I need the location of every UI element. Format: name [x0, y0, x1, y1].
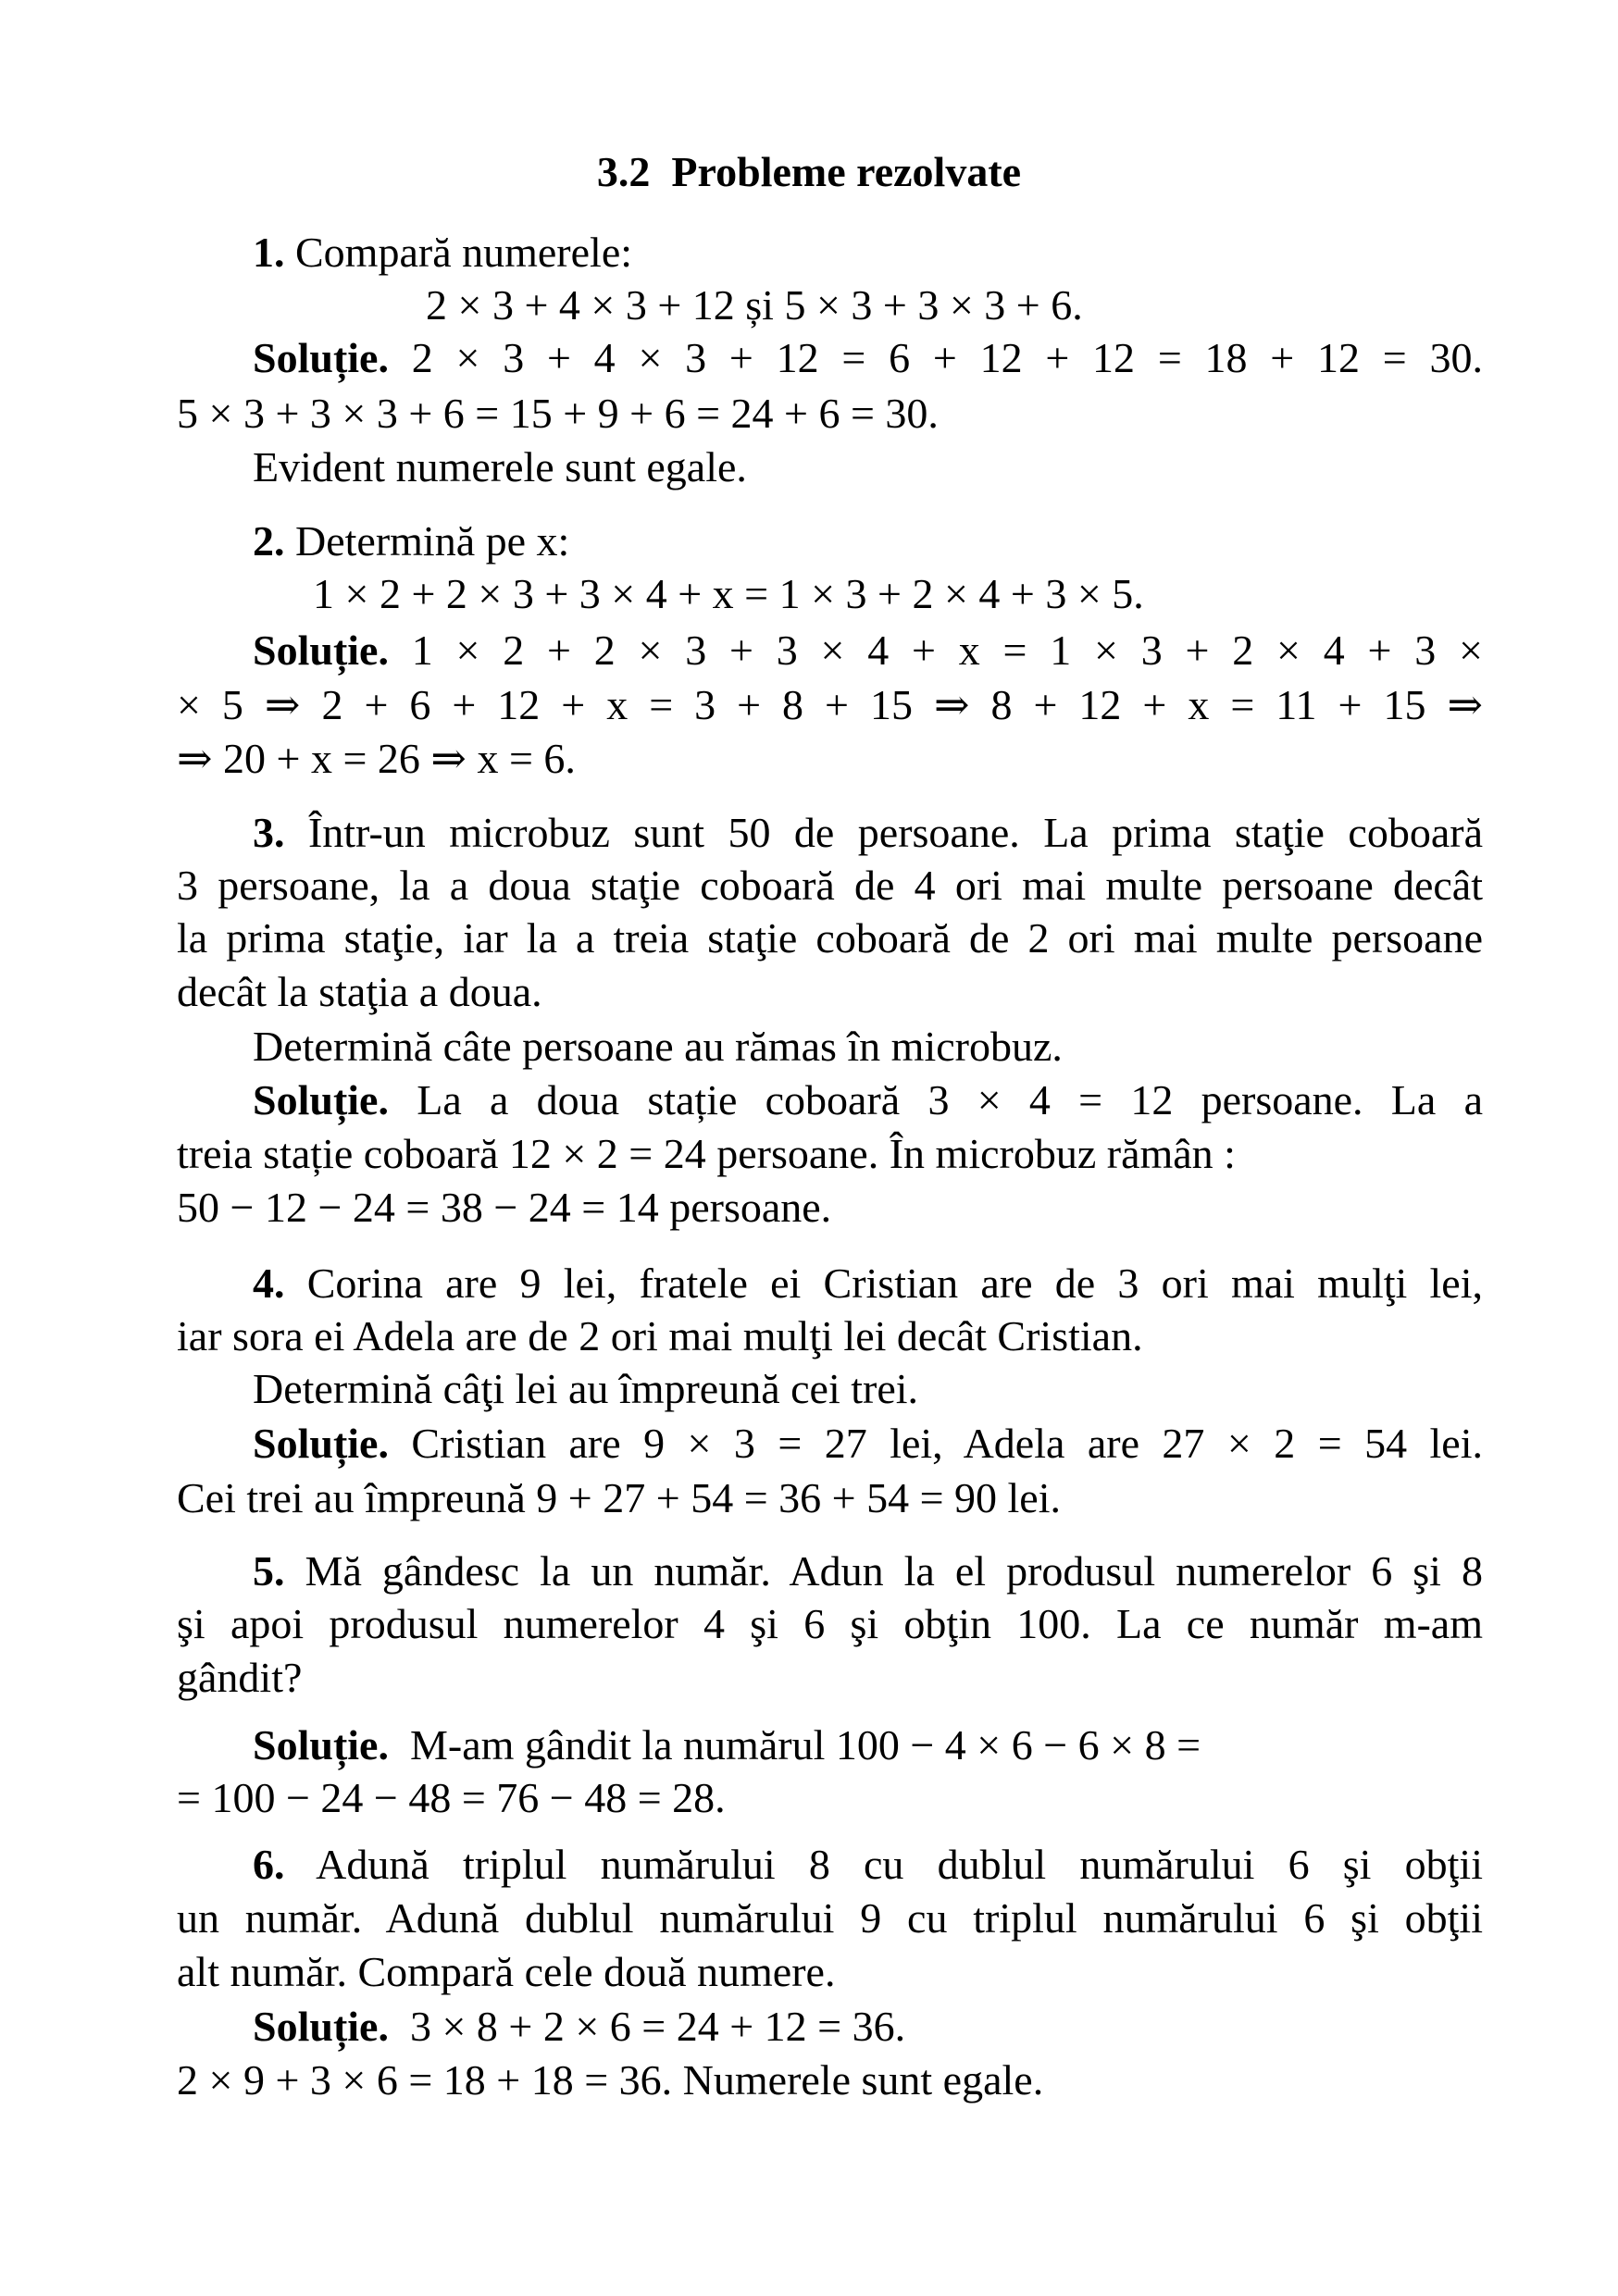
solution-label: Soluție.: [253, 334, 389, 381]
solution-line: [253, 1416, 1483, 1471]
line-text: treia stație coboară 12 × 2 = 24 persoane. În microbuz rămân :: [177, 1130, 1236, 1177]
line-text: Compară numerele:: [284, 229, 633, 276]
text-line: [177, 386, 939, 441]
problem-heading-line: [253, 1256, 1483, 1311]
problem-heading-line: [253, 514, 569, 569]
problem-heading-line: [253, 805, 1483, 861]
problem-heading-line: [253, 1544, 1483, 1599]
problem-number: 2.: [253, 517, 285, 565]
problem-number: 6.: [253, 1841, 285, 1888]
problem-number: 1.: [253, 229, 285, 276]
line-text: Corina are 9 lei, fratele ei Cristian are de 3 ori mai mulţi lei,: [284, 1260, 1483, 1307]
line-text: Cristian are 9 × 3 = 27 lei, Adela are 27 × 2 = 54 lei.: [388, 1420, 1483, 1467]
line-text: M-am gândit la numărul 100 − 4 × 6 − 6 × 8 =: [388, 1721, 1201, 1769]
line-text: 2 × 3 + 4 × 3 + 12 = 6 + 12 + 12 = 18 + 12 = 30.: [388, 334, 1483, 381]
line-text: ⇒ 20 + x = 26 ⇒ x = 6.: [177, 735, 576, 782]
text-line: [177, 858, 1483, 913]
text-line: [177, 964, 542, 1020]
text-line: [177, 1471, 1061, 1526]
problem-number: 4.: [253, 1260, 285, 1307]
line-text: decât la staţia a doua.: [177, 968, 542, 1015]
line-text: Mă gândesc la un număr. Adun la el produsul numerelor 6 şi 8: [284, 1547, 1483, 1595]
line-text: 1 × 2 + 2 × 3 + 3 × 4 + x = 1 × 3 + 2 × 4 + 3 × 5.: [313, 570, 1144, 617]
line-text: Determină câte persoane au rămas în microbuz.: [253, 1023, 1063, 1070]
text-line: [177, 1650, 302, 1706]
line-text: alt număr. Compară cele două numere.: [177, 1948, 836, 1995]
solution-label: Soluție.: [253, 1420, 389, 1467]
line-text: Evident numerele sunt egale.: [253, 443, 747, 490]
problem-heading-line: [253, 1837, 1483, 1893]
text-line: [177, 911, 1483, 966]
line-text: La a doua stație coboară 3 × 4 = 12 persoane. La a: [388, 1076, 1483, 1123]
text-line: [253, 440, 747, 495]
text-line: [313, 566, 1144, 622]
solution-label: Soluție.: [253, 627, 389, 674]
line-text: 2 × 3 + 4 × 3 + 12 și 5 × 3 + 3 × 3 + 6.: [426, 281, 1083, 329]
text-line: [426, 278, 1083, 333]
line-text: gândit?: [177, 1654, 303, 1701]
solution-line: [253, 1718, 1201, 1773]
text-line: [253, 1361, 918, 1417]
line-text: × 5 ⇒ 2 + 6 + 12 + x = 3 + 8 + 15 ⇒ 8 + 12 + x = 11 + 15 ⇒: [177, 681, 1483, 728]
solution-line: [253, 330, 1483, 386]
text-line: [177, 677, 1483, 733]
line-text: Adună triplul numărului 8 cu dublul numărului 6 şi obţii: [284, 1841, 1483, 1888]
solution-line: [253, 1999, 905, 2054]
solution-label: Soluție.: [253, 2003, 389, 2050]
text-line: [177, 1180, 831, 1235]
problem-number: 3.: [253, 809, 285, 856]
solution-line: [253, 1073, 1483, 1128]
line-text: Determină pe x:: [284, 517, 570, 565]
line-text: la prima staţie, iar la a treia staţie coboară de 2 ori mai multe persoane: [177, 914, 1483, 962]
line-text: 5 × 3 + 3 × 3 + 6 = 15 + 9 + 6 = 24 + 6 = 30.: [177, 390, 939, 437]
section-title: 3.2 Probleme rezolvate: [596, 148, 1022, 195]
text-line: [177, 1770, 726, 1826]
line-text: Cei trei au împreună 9 + 27 + 54 = 36 + 54 = 90 lei.: [177, 1474, 1061, 1521]
line-text: 3 persoane, la a doua staţie coboară de 4 ori mai multe persoane decât: [177, 862, 1483, 909]
solution-line: [253, 623, 1483, 678]
text-line: [177, 1891, 1483, 1946]
text-line: [177, 1126, 1236, 1182]
line-text: 3 × 8 + 2 × 6 = 24 + 12 = 36.: [388, 2003, 906, 2050]
text-line: [177, 2053, 1043, 2108]
line-text: iar sora ei Adela are de 2 ori mai mulţi lei decât Cristian.: [177, 1312, 1143, 1359]
line-text: 2 × 9 + 3 × 6 = 18 + 18 = 36. Numerele sunt egale.: [177, 2056, 1044, 2104]
text-line: [177, 1596, 1483, 1652]
line-text: = 100 − 24 − 48 = 76 − 48 = 28.: [177, 1774, 726, 1821]
line-text: şi apoi produsul numerelor 4 şi 6 şi obţin 100. La ce număr m-am: [177, 1600, 1483, 1647]
text-line: [177, 1944, 835, 2000]
line-text: 50 − 12 − 24 = 38 − 24 = 14 persoane.: [177, 1184, 832, 1231]
text-line: [177, 731, 576, 787]
problem-number: 5.: [253, 1547, 285, 1595]
line-text: Determină câţi lei au împreună cei trei.: [253, 1365, 919, 1412]
problem-heading-line: [253, 225, 632, 280]
solution-label: Soluție.: [253, 1076, 389, 1123]
line-text: 1 × 2 + 2 × 3 + 3 × 4 + x = 1 × 3 + 2 × 4 + 3 ×: [388, 627, 1483, 674]
solution-label: Soluție.: [253, 1721, 389, 1769]
text-line: [177, 1309, 1143, 1364]
line-text: Într-un microbuz sunt 50 de persoane. La prima staţie coboară: [284, 809, 1483, 856]
line-text: un număr. Adună dublul numărului 9 cu triplul numărului 6 şi obţii: [177, 1894, 1483, 1942]
text-line: [253, 1019, 1063, 1074]
